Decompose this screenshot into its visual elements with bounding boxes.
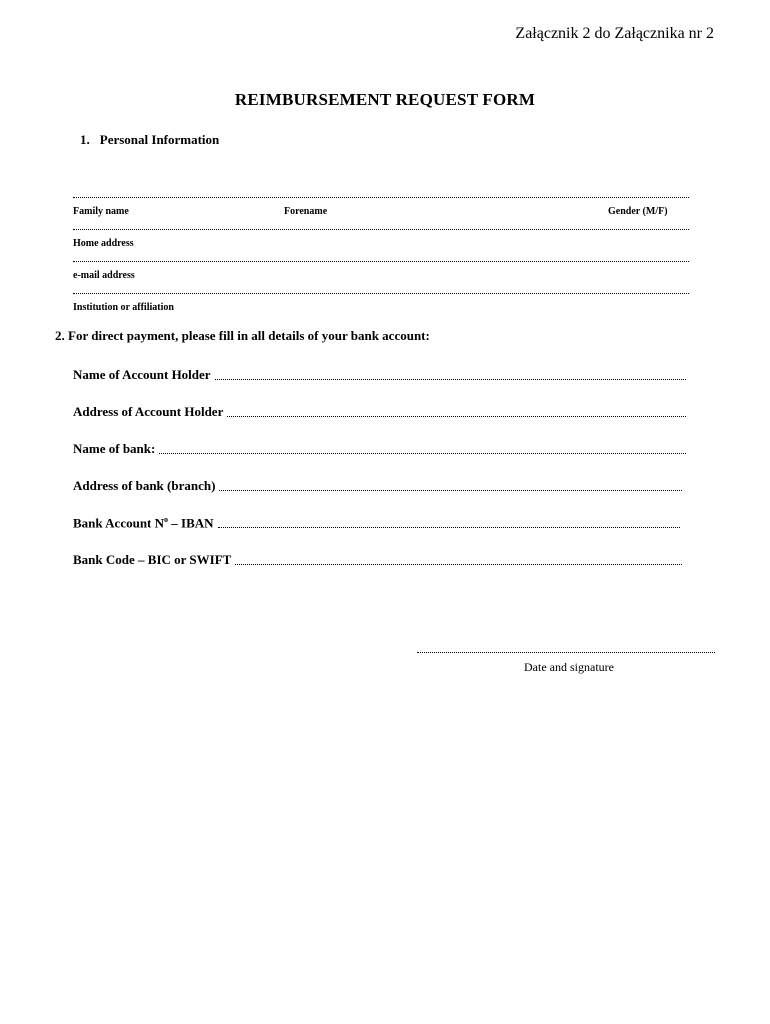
holder-address-row <box>73 402 686 420</box>
iban-label-pre: Bank Account N <box>73 515 165 530</box>
section-number: 1. <box>80 132 90 147</box>
home-address-field-line[interactable] <box>73 229 689 230</box>
signature-label: Date and signature <box>524 660 614 674</box>
bic-row <box>73 550 682 568</box>
family-name-field-line[interactable] <box>73 197 689 198</box>
bank-name-row <box>73 439 686 457</box>
bank-address-field[interactable] <box>219 490 682 491</box>
holder-address-field[interactable] <box>227 416 686 417</box>
iban-label-sup: o <box>164 514 169 524</box>
forename-label: Forename <box>284 206 328 217</box>
bic-field[interactable] <box>235 564 682 565</box>
iban-label <box>73 512 218 531</box>
annex-reference: Załącznik 2 do Załącznika nr 2 <box>515 25 714 42</box>
iban-field[interactable] <box>218 527 680 528</box>
bic-label: Bank Code – BIC or SWIFT <box>73 552 232 567</box>
signature-field-line[interactable] <box>417 652 715 653</box>
email-field-line[interactable] <box>73 261 689 262</box>
gender-label: Gender (M/F) <box>608 206 668 217</box>
iban-row <box>73 513 680 531</box>
account-holder-label: Name of Account Holder <box>73 367 211 382</box>
institution-field-line[interactable] <box>73 293 689 294</box>
family-name-label: Family name <box>73 206 129 217</box>
bank-address-label: Address of bank (branch) <box>73 478 216 493</box>
form-title: REIMBURSEMENT REQUEST FORM <box>234 90 536 109</box>
account-holder-field[interactable] <box>215 379 686 380</box>
bank-name-field[interactable] <box>159 453 686 454</box>
account-holder-row <box>73 365 686 383</box>
email-label: e-mail address <box>73 270 135 281</box>
section-title: Personal Information <box>99 132 220 147</box>
institution-label: Institution or affiliation <box>73 302 174 313</box>
section-bank-heading: 2. For direct payment, please fill in all details of your bank account: <box>55 328 430 343</box>
bank-name-label: Name of bank: <box>73 441 156 456</box>
home-address-label: Home address <box>73 238 134 249</box>
iban-label-post: – IBAN <box>168 515 214 530</box>
holder-address-label: Address of Account Holder <box>73 404 224 419</box>
section-personal-heading <box>80 132 219 148</box>
bank-address-row <box>73 476 682 494</box>
